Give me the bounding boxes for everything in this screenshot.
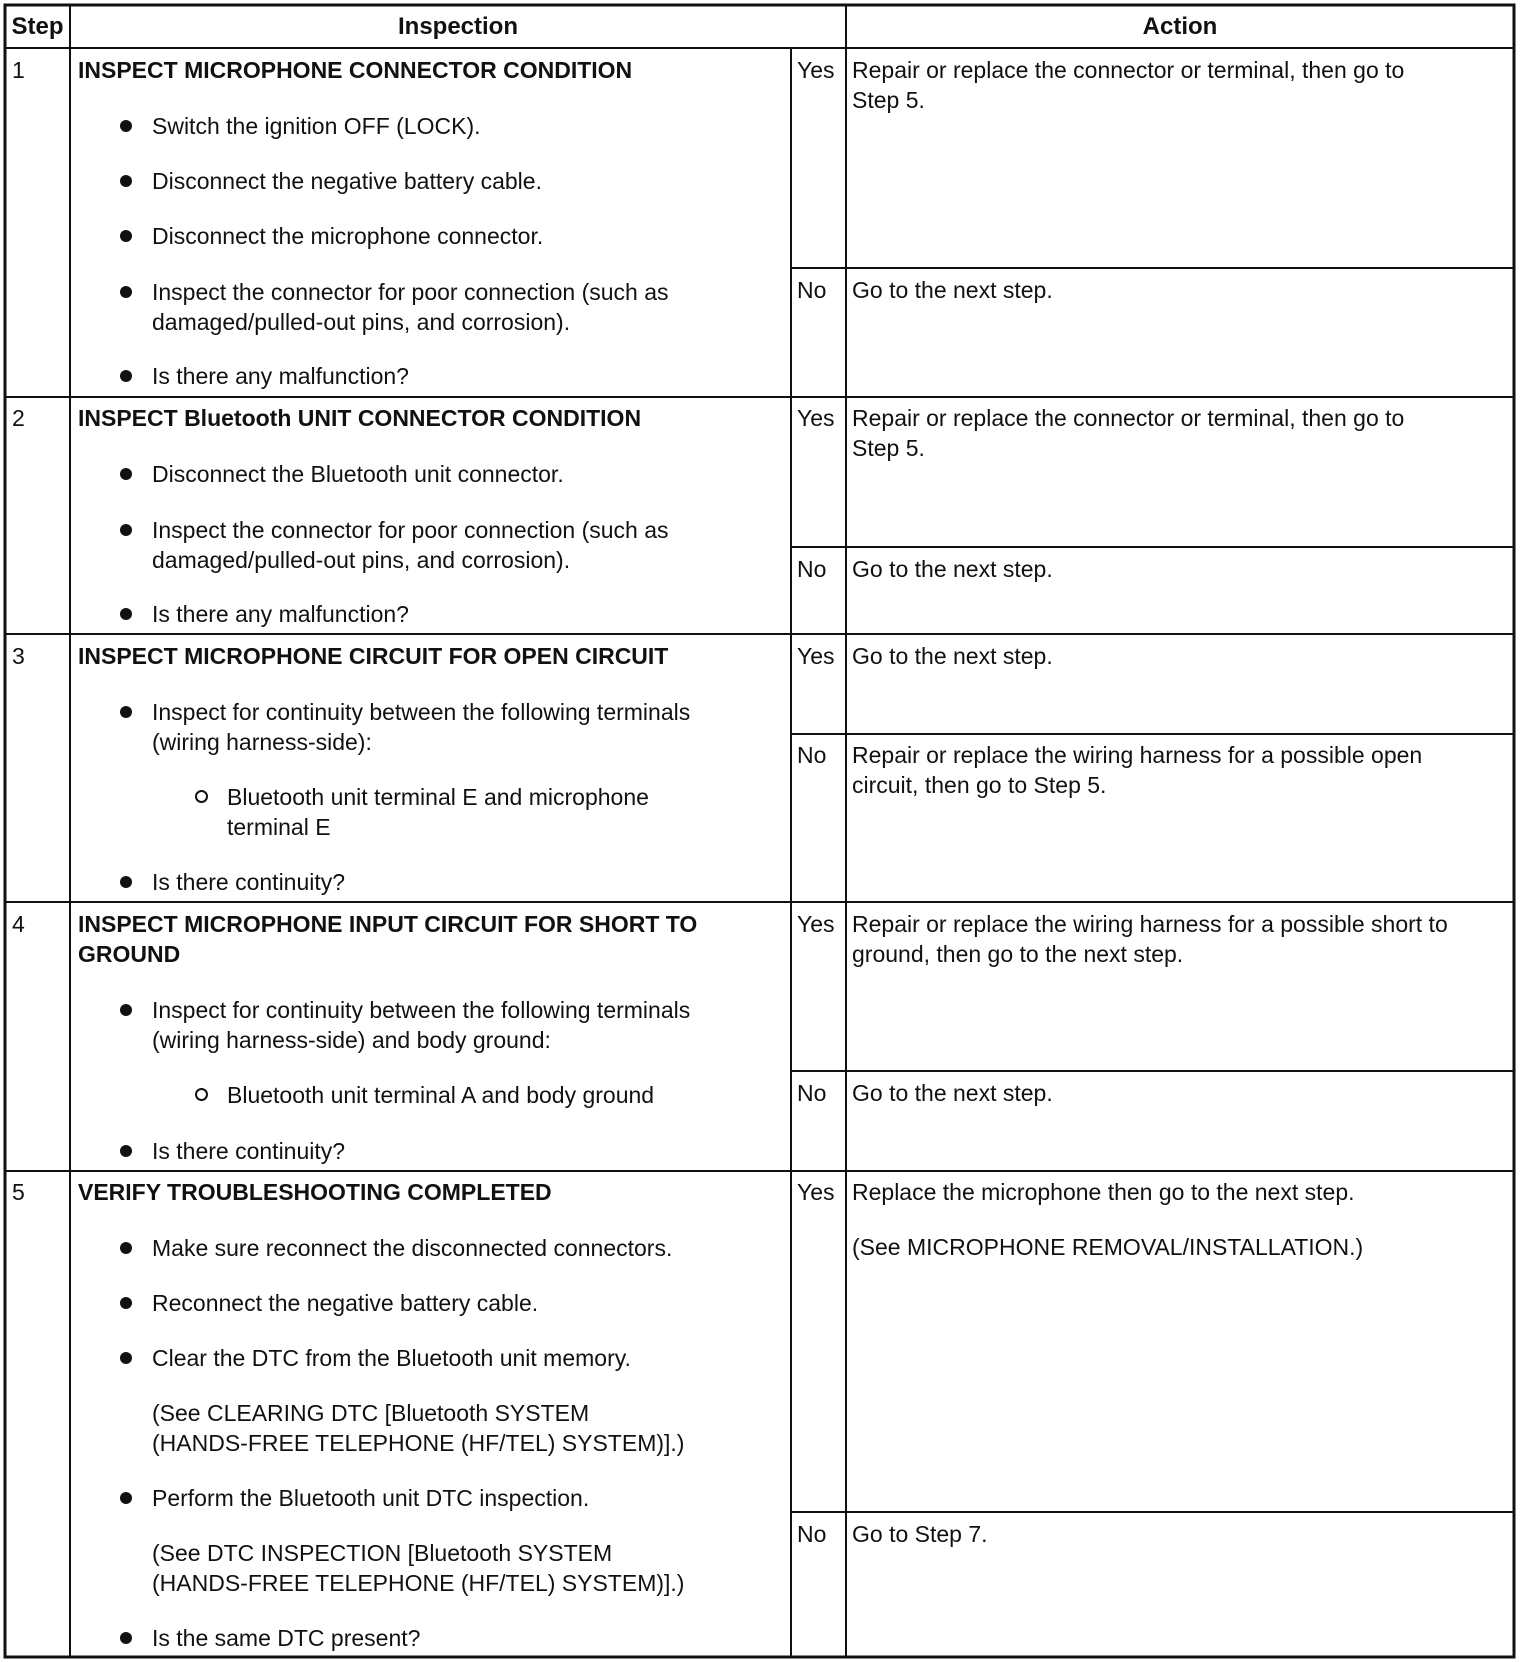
inspection-item: Clear the DTC from the Bluetooth unit memory. [152, 1345, 631, 1371]
bullet-icon [120, 286, 132, 298]
bullet-icon [120, 370, 132, 382]
action-yes: Repair or replace the wiring harness for a possible short to [852, 911, 1448, 937]
yes-label: Yes [797, 57, 835, 83]
bullet-icon [120, 706, 132, 718]
bullet-icon [120, 524, 132, 536]
action-yes: Repair or replace the connector or terminal, then go to [852, 57, 1405, 83]
action-yes: Step 5. [852, 87, 925, 113]
bullet-icon [120, 1004, 132, 1016]
step-title: INSPECT MICROPHONE CIRCUIT FOR OPEN CIRCUIT [78, 643, 669, 669]
inspection-item: Is the same DTC present? [152, 1625, 421, 1651]
no-label: No [797, 277, 827, 303]
action-no: Repair or replace the wiring harness for a possible open [852, 742, 1423, 768]
action-no: Go to Step 7. [852, 1521, 988, 1547]
sub-bullet-icon [195, 790, 208, 803]
no-label: No [797, 556, 827, 582]
no-label: No [797, 1521, 827, 1547]
step-number: 2 [12, 405, 25, 431]
bullet-icon [120, 1242, 132, 1254]
inspection-subitem: Bluetooth unit terminal E and microphone [227, 784, 649, 810]
action-yes: Repair or replace the connector or terminal, then go to [852, 405, 1405, 431]
yes-label: Yes [797, 1179, 835, 1205]
bullet-icon [120, 876, 132, 888]
action-yes: ground, then go to the next step. [852, 941, 1184, 967]
step-number: 3 [12, 643, 25, 669]
step-title: INSPECT MICROPHONE CONNECTOR CONDITION [78, 57, 633, 83]
bullet-icon [120, 175, 132, 187]
bullet-icon [120, 1492, 132, 1504]
bullet-icon [120, 120, 132, 132]
action-no: Go to the next step. [852, 556, 1053, 582]
bullet-icon [120, 1632, 132, 1644]
bullet-icon [120, 1352, 132, 1364]
action-yes: Step 5. [852, 435, 925, 461]
step-number: 4 [12, 911, 25, 937]
yes-label: Yes [797, 911, 835, 937]
step-number: 1 [12, 57, 25, 83]
inspection-item: Perform the Bluetooth unit DTC inspection. [152, 1485, 590, 1511]
inspection-note: (See CLEARING DTC [Bluetooth SYSTEM [152, 1400, 590, 1426]
inspection-item: (wiring harness-side): [152, 729, 372, 755]
inspection-note: (HANDS-FREE TELEPHONE (HF/TEL) SYSTEM)].) [152, 1430, 685, 1456]
inspection-note: (HANDS-FREE TELEPHONE (HF/TEL) SYSTEM)].) [152, 1570, 685, 1596]
inspection-item: Inspect for continuity between the following terminals [152, 997, 691, 1023]
sub-bullet-icon [195, 1088, 208, 1101]
inspection-item: Inspect the connector for poor connection (such as [152, 279, 669, 305]
inspection-item: damaged/pulled-out pins, and corrosion). [152, 309, 571, 335]
header-inspection: Inspection [397, 13, 518, 40]
yes-label: Yes [797, 405, 835, 431]
inspection-item: Inspect the connector for poor connection (such as [152, 517, 669, 543]
inspection-subitem: terminal E [227, 814, 331, 840]
inspection-item: damaged/pulled-out pins, and corrosion). [152, 547, 571, 573]
inspection-item: Is there continuity? [152, 1138, 346, 1164]
bullet-icon [120, 1297, 132, 1309]
inspection-item: Disconnect the microphone connector. [152, 223, 544, 249]
header-action: Action [1142, 13, 1218, 40]
step-title: VERIFY TROUBLESHOOTING COMPLETED [78, 1179, 552, 1205]
inspection-item: Is there any malfunction? [152, 601, 409, 627]
inspection-item: Inspect for continuity between the following terminals [152, 699, 691, 725]
inspection-item: Disconnect the negative battery cable. [152, 168, 542, 194]
step-title: INSPECT Bluetooth UNIT CONNECTOR CONDITION [78, 405, 642, 431]
bullet-icon [120, 230, 132, 242]
inspection-item: Disconnect the Bluetooth unit connector. [152, 461, 564, 487]
yes-label: Yes [797, 643, 835, 669]
action-no: circuit, then go to Step 5. [852, 772, 1107, 798]
inspection-note: (See DTC INSPECTION [Bluetooth SYSTEM [152, 1540, 613, 1566]
inspection-item: Switch the ignition OFF (LOCK). [152, 113, 481, 139]
header-step: Step [11, 13, 64, 40]
action-no: Go to the next step. [852, 1080, 1053, 1106]
no-label: No [797, 742, 827, 768]
action-yes: Replace the microphone then go to the next step. [852, 1179, 1355, 1205]
action-yes-note: (See MICROPHONE REMOVAL/INSTALLATION.) [852, 1234, 1364, 1260]
step-title: INSPECT MICROPHONE INPUT CIRCUIT FOR SHORT TO [78, 911, 698, 937]
inspection-item: Is there any malfunction? [152, 363, 409, 389]
inspection-subitem: Bluetooth unit terminal A and body ground [227, 1082, 655, 1108]
inspection-item: Make sure reconnect the disconnected connectors. [152, 1235, 673, 1261]
action-yes: Go to the next step. [852, 643, 1053, 669]
inspection-item: Reconnect the negative battery cable. [152, 1290, 539, 1316]
action-no: Go to the next step. [852, 277, 1053, 303]
inspection-item: (wiring harness-side) and body ground: [152, 1027, 551, 1053]
no-label: No [797, 1080, 827, 1106]
inspection-item: Is there continuity? [152, 869, 346, 895]
step-number: 5 [12, 1179, 25, 1205]
bullet-icon [120, 468, 132, 480]
step-title: GROUND [78, 941, 181, 967]
bullet-icon [120, 608, 132, 620]
bullet-icon [120, 1145, 132, 1157]
